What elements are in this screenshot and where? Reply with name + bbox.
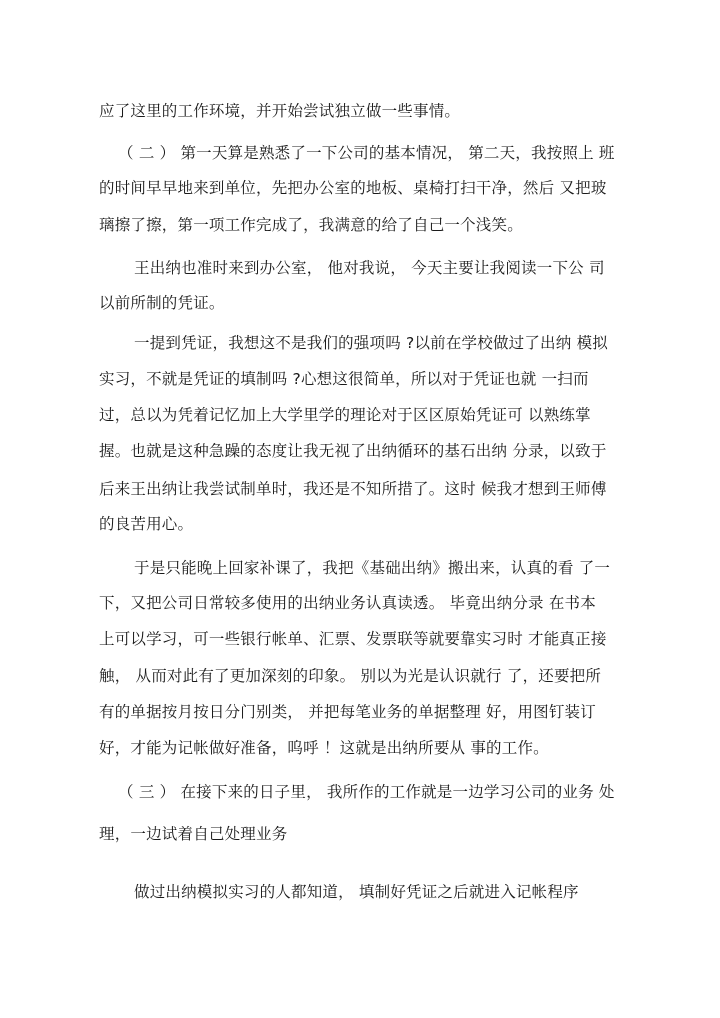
text-line: （ 三 ） 在接下来的日子里， 我所作的工作就是一边学习公司的业务 处	[118, 783, 615, 801]
text-line: 璃擦了擦，第一项工作完成了，我满意的给了自己一个浅笑。	[99, 216, 523, 234]
text-line: 于是只能晚上回家补课了，我把《基础出纳》搬出来，认真的看 了一	[134, 559, 611, 577]
text-line: 以前所制的凭证。	[99, 294, 225, 312]
text-line: 握。也就是这种急躁的态度让我无视了出纳循环的基石出纳 分录，以致于	[99, 442, 607, 460]
text-line: 应了这里的工作环境，并开始尝试独立做一些事情。	[99, 102, 461, 120]
text-line: 下，又把公司日常较多使用的出纳业务认真读透。 毕竟出纳分录 在书本	[99, 594, 596, 612]
text-line: 好，才能为记帐做好准备，呜呼 ！这就是出纳所要从 事的工作。	[99, 739, 549, 757]
text-line: 的时间早早地来到单位，先把办公室的地板、桌椅打扫干净，然后 又把玻	[99, 179, 607, 197]
text-line: 的良苦用心。	[99, 515, 194, 533]
text-line: 过，总以为凭着记忆加上大学里学的理论对于区区原始凭证可 以熟练掌	[99, 406, 591, 424]
text-line: 做过出纳模拟实习的人都知道， 填制好凭证之后就进入记帐程序	[134, 883, 579, 901]
text-line: （ 二 ） 第一天算是熟悉了一下公司的基本情况， 第二天，我按照上 班	[118, 144, 615, 162]
text-line: 后来王出纳让我尝试制单时，我还是不知所措了。这时 候我才想到王师傅	[99, 480, 607, 498]
text-line: 一提到凭证，我想这不是我们的强项吗 ?以前在学校做过了出纳 模拟	[134, 334, 608, 352]
text-line: 王出纳也准时来到办公室， 他对我说， 今天主要让我阅读一下公 司	[134, 259, 605, 277]
text-line: 实习，不就是凭证的填制吗 ?心想这很简单，所以对于凭证也就 一扫而	[99, 370, 589, 388]
text-line: 上可以学习，可一些银行帐单、汇票、发票联等就要靠实习时 才能真正接	[99, 630, 607, 648]
text-line: 理，一边试着自己处理业务	[99, 825, 288, 843]
text-line: 有的单据按月按日分门别类， 并把每笔业务的单据整理 好，用图钉装订	[99, 703, 596, 721]
text-line: 触， 从而对此有了更加深刻的印象。 别以为光是认识就行 了，还要把所	[99, 667, 602, 685]
